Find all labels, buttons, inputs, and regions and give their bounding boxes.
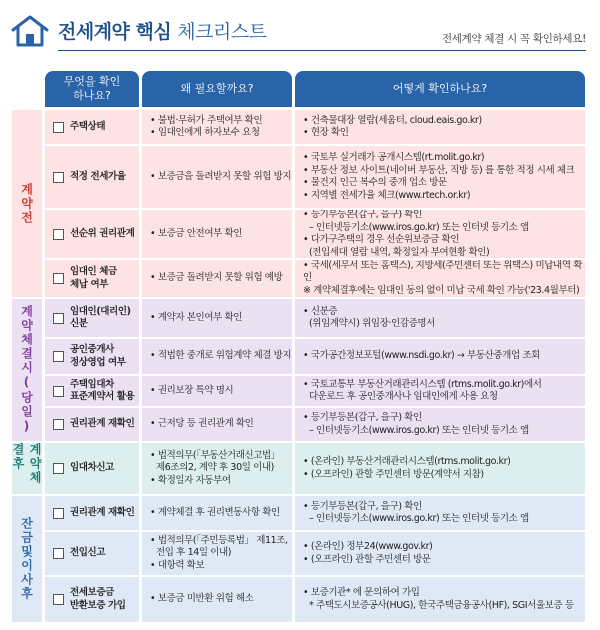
why-cell xyxy=(142,210,292,258)
check-item-label: 권리관계 재확인 xyxy=(70,506,135,518)
why-cell xyxy=(142,299,292,337)
method-text: • 국가공간정보포털(www.nsdi.go.kr) → 부동산중개업 조회 xyxy=(303,350,540,362)
how-cell xyxy=(295,577,585,622)
check-item-label: 표준계약서 활용 xyxy=(70,391,135,402)
check-item-label: 반환보증 가입 xyxy=(70,599,126,611)
check-item-label: 선순위 권리관계 xyxy=(70,227,135,239)
column-header-what: 무엇을 확인하나요? xyxy=(45,71,139,107)
check-item-label: 전세보증금 xyxy=(70,587,114,598)
method-text: – 인터넷등기소(www.iros.go.kr) 또는 인터넷 등기소 앱 xyxy=(309,221,529,233)
check-item-label: 정상영업 여부 xyxy=(70,356,126,368)
how-cell xyxy=(295,299,585,337)
check-item xyxy=(45,110,139,144)
reason-text: 제6조의2, 계약 후 30일 이내) xyxy=(156,462,274,474)
checkbox[interactable] xyxy=(53,419,64,430)
header-divider xyxy=(58,50,586,51)
how-cell xyxy=(295,210,585,258)
column-header-why: 왜 필요할까요? xyxy=(142,71,292,107)
method-text: • 등기부등본(갑구, 을구) 확인 xyxy=(303,412,422,423)
checkbox[interactable] xyxy=(53,122,64,133)
checkbox[interactable] xyxy=(53,463,64,474)
why-cell xyxy=(142,577,292,622)
why-cell xyxy=(142,443,292,494)
why-cell xyxy=(142,376,292,406)
how-cell xyxy=(295,260,585,297)
how-cell xyxy=(295,376,585,406)
method-text: ※ 계약체결후에는 임대인 동의 없이 미납 국세 확인 가능('23.4월부터) xyxy=(303,284,580,296)
table-row xyxy=(45,260,585,297)
method-text: • 부동산 정보 사이트(네이버 부동산, 직방 등) 를 통한 적정 시세 체크 xyxy=(303,164,575,176)
checkbox[interactable] xyxy=(53,273,64,284)
method-text: • 등기부등본(갑구, 을구) 확인 xyxy=(303,210,422,220)
table-row xyxy=(45,146,585,208)
check-item-label: 임대차신고 xyxy=(70,462,114,474)
check-item-label: 주택상태 xyxy=(70,120,106,132)
reason-text: • 확정일자 자동부여 xyxy=(150,474,231,486)
table-row xyxy=(45,339,585,374)
reason-text: • 근저당 등 권리관계 확인 xyxy=(150,418,254,430)
table-row xyxy=(45,210,585,258)
reason-text: 전입 후 14일 이내) xyxy=(156,547,232,559)
checkbox[interactable] xyxy=(53,313,64,324)
stage-label-3: 계약체결후 xyxy=(12,443,42,494)
checkbox[interactable] xyxy=(53,508,64,519)
method-text: • 신분증 xyxy=(303,305,338,317)
reason-text: • 적법한 중개로 위험계약 체결 방지 xyxy=(150,350,292,362)
table-row xyxy=(45,443,585,494)
reason-text: • 계약자 본인여부 확인 xyxy=(150,311,243,323)
method-text: • 보증기관* 에 문의하여 가입 xyxy=(303,587,420,598)
why-cell xyxy=(142,146,292,208)
table-row xyxy=(45,532,585,575)
check-item xyxy=(45,210,139,258)
reason-text: • 계약체결 후 권리변동사항 확인 xyxy=(150,506,280,518)
table-row xyxy=(45,408,585,441)
how-cell xyxy=(295,146,585,208)
check-item xyxy=(45,577,139,622)
method-text: • 현장 확인 xyxy=(303,127,349,138)
method-text: • 국토부 실거래가 공개시스템(rt.molit.go.kr) xyxy=(303,152,485,163)
how-cell xyxy=(295,496,585,530)
checkbox[interactable] xyxy=(53,172,64,183)
check-item-label: 신분 xyxy=(70,318,88,329)
method-text: – 인터넷등기소(www.iros.go.kr) 또는 인터넷 등기소 앱 xyxy=(309,424,529,436)
check-item-label: 주택임대차 xyxy=(70,378,114,390)
method-text: (전입세대 열람 내역, 확정일자 부여현황 확인) xyxy=(309,246,490,258)
method-text: • (온라인) 부동산거래관리시스템(rtms.molit.go.kr) xyxy=(303,456,511,467)
method-text: • (온라인) 정부24(www.gov.kr) xyxy=(303,541,433,552)
column-header-how: 어떻게 확인하나요? xyxy=(295,71,585,107)
check-item-label: 공인중개사 xyxy=(70,344,114,355)
table-row xyxy=(45,299,585,337)
check-item xyxy=(45,339,139,374)
how-cell xyxy=(295,408,585,441)
page-subtitle: 전세계약 체결 시 꼭 확인하세요! xyxy=(441,33,586,45)
check-item xyxy=(45,496,139,530)
check-item xyxy=(45,299,139,337)
reason-text: • 권리보장 특약 명시 xyxy=(150,384,234,396)
method-text: • 물건지 인근 복수의 중개 업소 방문 xyxy=(303,177,447,188)
method-text: (위임계약시) 위임장·인감증명서 xyxy=(309,318,435,329)
method-text: • 국세(세무서 또는 홈택스), 지방세(주민센터 또는 위택스) 미납내역 확인 xyxy=(303,260,582,284)
method-text: – 인터넷등기소(www.iros.go.kr) 또는 인터넷 등기소 앱 xyxy=(309,513,529,524)
how-cell xyxy=(295,532,585,575)
check-item-label: 체납 여부 xyxy=(70,278,109,290)
method-text: • 지역별 전세가율 체크(www.rtech.or.kr) xyxy=(303,189,471,201)
how-cell xyxy=(295,443,585,494)
checkbox[interactable] xyxy=(53,386,64,397)
checkbox[interactable] xyxy=(53,548,64,559)
method-text: • (오프라인) 관할 주민센터 방문(계약서 지참) xyxy=(303,468,484,480)
stage-label-1: 계약전 xyxy=(12,110,42,297)
checkbox[interactable] xyxy=(53,351,64,362)
reason-text: • 법적의무(「주민등록법」 제11조, xyxy=(150,534,288,546)
check-item-label: 임대인 체금 xyxy=(70,266,117,277)
stage-label-2: 계약체결시(당일) xyxy=(12,299,42,441)
checkbox[interactable] xyxy=(53,229,64,240)
stage-label-4: 잔금및이사후 xyxy=(12,496,42,622)
method-text: • 등기부등본(갑구, 을구) 확인 xyxy=(303,500,422,512)
check-item xyxy=(45,532,139,575)
check-item xyxy=(45,376,139,406)
why-cell xyxy=(142,339,292,374)
reason-text: • 불법·무허가 주택여부 확인 xyxy=(150,114,263,126)
title-light: 체크리스트 xyxy=(177,21,267,43)
reason-text: • 보증금 안전여부 확인 xyxy=(150,227,243,239)
check-item xyxy=(45,146,139,208)
why-cell xyxy=(142,408,292,441)
why-cell xyxy=(142,110,292,144)
table-row xyxy=(45,110,585,144)
table-row xyxy=(45,496,585,530)
check-item-label: 전입신고 xyxy=(70,547,106,559)
reason-text: • 법적의무(「부동산거래신고법」 xyxy=(150,449,280,461)
how-cell xyxy=(295,110,585,144)
check-item xyxy=(45,408,139,441)
reason-text: • 보증금을 돌려받지 못할 위험 방지 xyxy=(150,170,292,182)
method-text: • 국토교통부 부동산거래관리시스템 (rtms.molit.go.kr)에서 xyxy=(303,378,542,390)
reason-text: • 보증금 미반환 위험 해소 xyxy=(150,593,254,605)
reason-text: • 임대인에게 하자보수 요청 xyxy=(150,127,260,138)
check-item xyxy=(45,443,139,494)
check-item-label: 권리관계 재확인 xyxy=(70,418,135,430)
method-text: • (오프라인) 관할 주민센터 방문 xyxy=(303,553,431,565)
why-cell xyxy=(142,260,292,297)
reason-text: • 보증금 돌려받지 못할 위험 예방 xyxy=(150,272,283,284)
why-cell xyxy=(142,532,292,575)
why-cell xyxy=(142,496,292,530)
check-item-label: 임대인(대리인) xyxy=(70,305,131,317)
method-text: • 다가구주택의 경우 선순위보증금 확인 xyxy=(303,234,460,245)
table-row xyxy=(45,376,585,406)
how-cell xyxy=(295,339,585,374)
reason-text: • 대항력 확보 xyxy=(150,559,205,571)
method-text: • 건축물대장 열람(세움터, cloud.eais.go.kr) xyxy=(303,114,482,126)
method-text: 다운로드 후 공인중개사나 임대인에게 사용 요청 xyxy=(309,391,498,402)
check-item-label: 적정 전세가율 xyxy=(70,170,126,182)
check-item xyxy=(45,260,139,297)
page-header xyxy=(0,0,600,62)
method-text: * 주택도시보증공사(HUG), 한국주택금융공사(HF), SGI서울보증 등 xyxy=(309,599,574,611)
page-title xyxy=(58,17,267,44)
table-row xyxy=(45,577,585,622)
title-bold: 전세계약 핵심 xyxy=(58,21,172,43)
house-icon xyxy=(10,14,50,48)
checkbox[interactable] xyxy=(53,594,64,605)
